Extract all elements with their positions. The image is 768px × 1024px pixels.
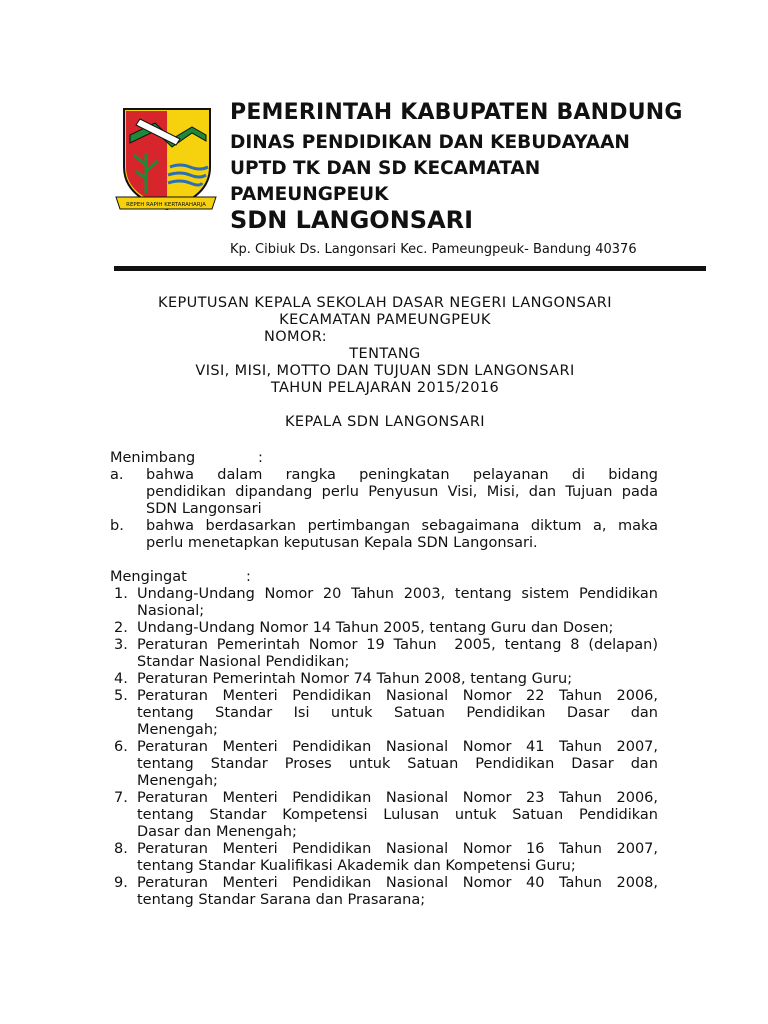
menimbang-a-line2: pendidikan dipandang perlu Penyusun Visi, Misi, dan Tujuan pada bbox=[146, 484, 658, 500]
letterhead-district: PAMEUNGPEUK bbox=[230, 184, 389, 205]
menimbang-item-b bbox=[146, 518, 658, 552]
letterhead-government: PEMERINTAH KABUPATEN BANDUNG bbox=[230, 100, 683, 125]
menimbang-marker-a: a. bbox=[110, 467, 124, 483]
letterhead-divider bbox=[114, 266, 706, 271]
bandung-regency-logo bbox=[110, 105, 222, 217]
decree-title-line1: KEPUTUSAN KEPALA SEKOLAH DASAR NEGERI LANGONSARI bbox=[158, 295, 612, 311]
letterhead-address: Kp. Cibiuk Ds. Langonsari Kec. Pameungpeuk- Bandung 40376 bbox=[230, 242, 637, 257]
decree-title-line2: KECAMATAN PAMEUNGPEUK bbox=[279, 312, 491, 328]
menimbang-a-line3: SDN Langonsari bbox=[146, 501, 262, 517]
decree-about: TENTANG bbox=[349, 346, 421, 362]
menimbang-b-line1: bahwa berdasarkan pertimbangan sebagaimana diktum a, maka bbox=[146, 518, 658, 534]
list-item: 6. Peraturan Menteri Pendidikan Nasional Nomor 41 Tahun 2007, tentang Standar Proses untuk Satuan Pendidikan Dasar dan Menengah; bbox=[114, 739, 658, 789]
list-item: 5. Peraturan Menteri Pendidikan Nasional Nomor 22 Tahun 2006, tentang Standar Isi untuk Satuan Pendidikan Dasar dan Menengah; bbox=[114, 688, 658, 738]
list-item: 1. Undang-Undang Nomor 20 Tahun 2003, tentang sistem Pendidikan Nasional; bbox=[114, 586, 658, 619]
decree-signatory: KEPALA SDN LANGONSARI bbox=[285, 414, 485, 430]
menimbang-b-line2: perlu menetapkan keputusan Kepala SDN Langonsari. bbox=[146, 535, 538, 551]
mengingat-list bbox=[114, 586, 658, 909]
decree-number: NOMOR: bbox=[264, 329, 328, 345]
decree-year: TAHUN PELAJARAN 2015/2016 bbox=[270, 380, 500, 396]
list-item: 4. Peraturan Pemerintah Nomor 74 Tahun 2008, tentang Guru; bbox=[114, 671, 573, 687]
list-item: 9. Peraturan Menteri Pendidikan Nasional Nomor 40 Tahun 2008, tentang Standar Sarana dan Prasarana; bbox=[114, 875, 658, 908]
svg-text:REPEH RAPIH KERTARAHARJA: REPEH RAPIH KERTARAHARJA bbox=[126, 202, 206, 208]
list-item: 7. Peraturan Menteri Pendidikan Nasional Nomor 23 Tahun 2006, tentang Standar Kompetensi Lulusan untuk Satuan Pendidikan Dasar dan Menengah; bbox=[114, 790, 658, 840]
list-item: 8. Peraturan Menteri Pendidikan Nasional Nomor 16 Tahun 2007, tentang Standar Kualifikasi Akademik dan Kompetensi Guru; bbox=[114, 841, 658, 874]
letterhead-department: DINAS PENDIDIKAN DAN KEBUDAYAAN bbox=[230, 132, 630, 153]
mengingat-colon: : bbox=[246, 569, 251, 585]
menimbang-marker-b: b. bbox=[110, 518, 124, 534]
menimbang-heading: Menimbang bbox=[110, 450, 196, 466]
menimbang-item-a bbox=[146, 467, 658, 518]
decree-subject: VISI, MISI, MOTTO DAN TUJUAN SDN LANGONSARI bbox=[195, 363, 575, 379]
menimbang-colon: : bbox=[258, 450, 263, 466]
menimbang-a-line1: bahwa dalam rangka peningkatan pelayanan di bidang bbox=[146, 467, 658, 483]
letterhead-uptd: UPTD TK DAN SD KECAMATAN bbox=[230, 158, 541, 179]
list-item: 2. Undang-Undang Nomor 14 Tahun 2005, tentang Guru dan Dosen; bbox=[114, 620, 614, 636]
mengingat-heading: Mengingat bbox=[110, 569, 187, 585]
list-item: 3. Peraturan Pemerintah Nomor 19 Tahun 2005, tentang 8 (delapan) Standar Nasional Pendidikan; bbox=[114, 637, 658, 670]
letterhead-school-name: SDN LANGONSARI bbox=[230, 206, 474, 234]
